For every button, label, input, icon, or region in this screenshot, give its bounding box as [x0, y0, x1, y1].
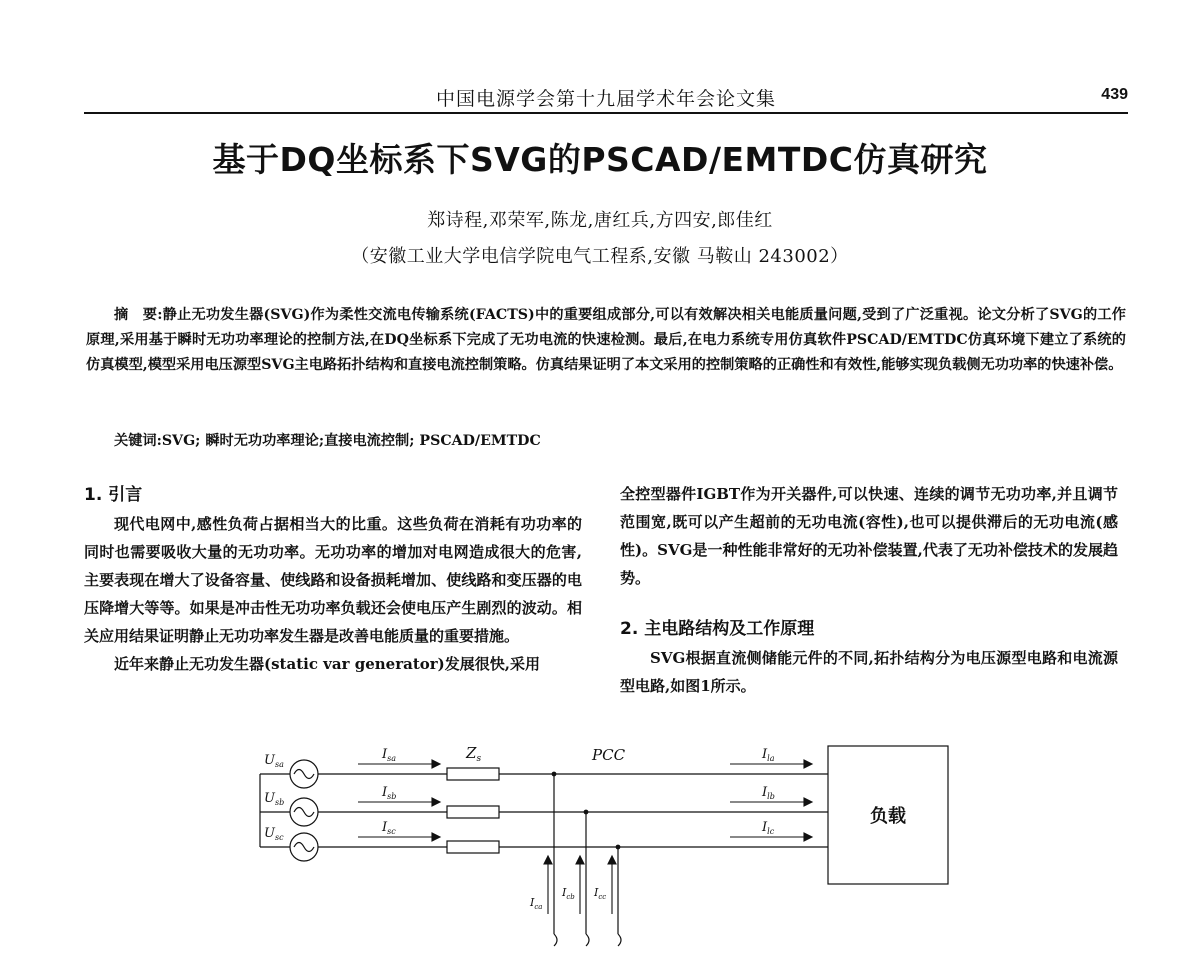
svg-current-label-c: $I_{cc}$	[594, 886, 607, 901]
impedance-label: $Z_s$	[466, 744, 482, 764]
section-heading-main-circuit: 2. 主电路结构及工作原理	[620, 619, 815, 639]
page-number: 439	[1101, 86, 1128, 103]
circuit-diagram	[250, 736, 950, 952]
source-label-a: $U_{sa}$	[264, 753, 284, 769]
source-label-c: $U_{sc}$	[264, 826, 284, 842]
keywords-text: SVG; 瞬时无功功率理论;直接电流控制; PSCAD/EMTDC	[161, 433, 541, 449]
load-current-label-c: $I_{lc}$	[762, 820, 775, 836]
load-label: 负载	[870, 806, 906, 827]
intro-paragraph-2-continued: 全控型器件IGBT作为开关器件,可以快速、连续的调节无功功率,并且调节范围宽,既可以产生超前的无功电流(容性),也可以提供滞后的无功电流(感性)。SVG是一种性能非常好的无功补偿装置,代表了无功补偿技术的发展趋势。	[620, 485, 1118, 587]
line-impedance-b	[447, 806, 499, 818]
svg-current-label-b: $I_{cb}$	[562, 886, 575, 901]
affiliation: （安徽工业大学电信学院电气工程系,安徽 马鞍山 243002）	[351, 246, 849, 267]
abstract-label: 摘 要:	[114, 307, 163, 323]
intro-paragraph-2: 近年来静止无功发生器(static var generator)发展很快,采用	[114, 655, 540, 673]
line-current-label-a: $I_{sa}$	[382, 747, 397, 763]
running-title: 中国电源学会第十九届学术年会论文集	[435, 88, 776, 110]
main-circuit-paragraph: SVG根据直流侧储能元件的不同,拓扑结构分为电压源型电路和电流源型电路,如图1所示。	[620, 649, 1118, 695]
load-current-label-b: $I_{lb}$	[762, 785, 775, 801]
intro-paragraph-1: 现代电网中,感性负荷占据相当大的比重。这些负荷在消耗有功功率的同时也需要吸收大量的无功功率。无功功率的增加对电网造成很大的危害,主要表现在增大了设备容量、使线路和设备损耗增加、使线路和变压器的电压降增大等等。如果是冲击性无功功率负载还会使电压产生剧烈的波动。相关应用结果证明静止无功功率发生器是改善电能质量的重要措施。	[84, 515, 582, 645]
running-header	[84, 84, 1128, 114]
pcc-label: PCC	[592, 746, 626, 764]
line-current-label-c: $I_{sc}$	[382, 820, 396, 836]
paper-title: 基于DQ坐标系下SVG的PSCAD/EMTDC仿真研究	[212, 140, 988, 179]
svg-current-label-a: $I_{ca}$	[530, 896, 543, 911]
keywords	[114, 430, 1124, 450]
load-current-label-a: $I_{la}$	[762, 747, 775, 763]
source-label-b: $U_{sb}$	[264, 791, 285, 807]
abstract	[86, 303, 1126, 378]
line-impedance-a	[447, 768, 499, 780]
section-heading-introduction: 1. 引言	[84, 485, 143, 505]
line-impedance-c	[447, 841, 499, 853]
left-column	[84, 480, 582, 678]
figure-1-circuit-diagram	[250, 736, 950, 952]
line-current-label-b: $I_{sb}$	[382, 785, 397, 801]
keywords-label: 关键词:	[114, 433, 162, 449]
author-list: 郑诗程,邓荣军,陈龙,唐红兵,方四安,郎佳红	[427, 210, 773, 231]
abstract-text: 静止无功发生器(SVG)作为柔性交流电传输系统(FACTS)中的重要组成部分,可以有效解决相关电能质量问题,受到了广泛重视。论文分析了SVG的工作原理,采用基于瞬时无功功率理论的控制方法,在DQ坐标系下完成了无功电流的快速检测。最后,在电力系统专用仿真软件PSCAD/EMTDC仿真环境下建立了系统的仿真模型,模型采用电压源型SVG主电路拓扑结构和直接电流控制策略。仿真结果证明了本文采用的控制策略的正确性和有效性,能够实现负载侧无功功率的快速补偿。	[86, 307, 1126, 373]
right-column	[620, 480, 1118, 700]
